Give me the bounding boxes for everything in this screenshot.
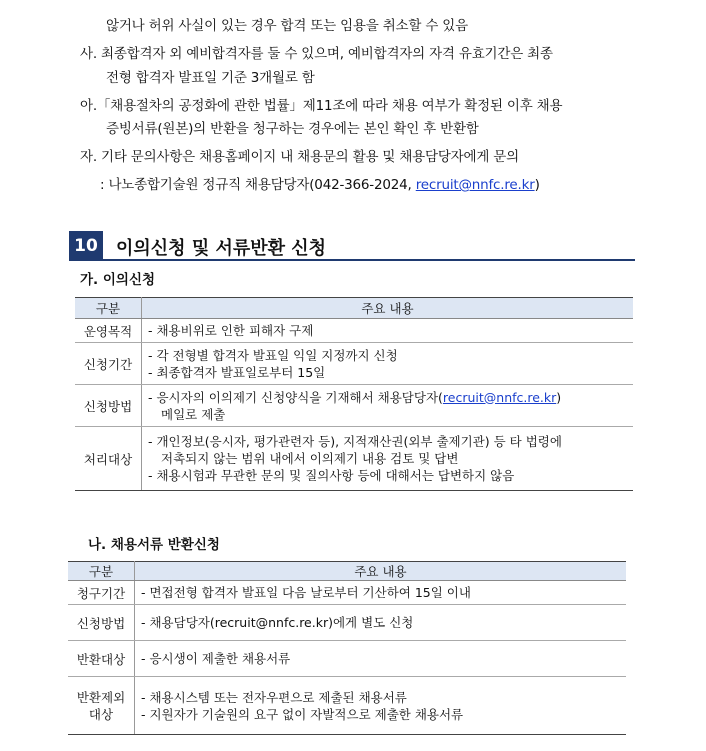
section-number: 10 [69,231,103,260]
row-label: 신청방법 [75,385,142,427]
contact-suffix: ) [534,177,540,193]
table-row [75,427,633,491]
row-label: 처리대상 [75,427,142,491]
content-line: - 면접전형 합격자 발표일 다음 날로부터 기산하여 15일 이내 [141,585,471,600]
row-content [142,343,634,385]
row-label: 운영목적 [75,319,142,343]
row-content [135,677,627,735]
content-line: - 응시생이 제출한 채용서류 [141,651,291,666]
table-header-row [75,298,633,319]
table-header-row [68,562,626,581]
item-ja-line1: 자. 기타 문의사항은 채용홈페이지 내 채용문의 활용 및 채용담당자에게 문의 [80,149,519,165]
contact-line [100,173,540,193]
content-line: - 채용비위로 인한 피해자 구제 [148,323,314,338]
contact-email-link[interactable]: recruit@nnfc.re.kr [415,177,535,193]
content-line: 메일로 제출 [161,406,226,422]
subheading-document-return: 나. 채용서류 반환신청 [88,537,220,553]
item-a-line2: 증빙서류(원본)의 반환을 청구하는 경우에는 본인 확인 후 반환함 [106,121,479,137]
objection-table [75,297,633,491]
item-sa-line2: 전형 합격자 발표일 기준 3개월로 함 [106,70,315,86]
section-divider [69,259,635,261]
row-content [142,319,634,343]
label-line: 대상 [88,706,114,722]
content-line [148,389,627,406]
table-row [68,641,626,677]
row-label: 신청기간 [75,343,142,385]
table-row [68,581,626,605]
header-content: 주요 내용 [142,298,634,319]
document-return-table [68,561,626,735]
header-category: 구분 [75,298,142,319]
row-label: 반환대상 [68,641,135,677]
row-content [135,605,627,641]
row-content [142,385,634,427]
content-line: - 개인정보(응시자, 평가관련자 등), 지적재산권(외부 출제기관) 등 타 법령에 [148,434,562,449]
email-link[interactable]: recruit@nnfc.re.kr [442,389,557,405]
row-label: 신청방법 [68,605,135,641]
table-row [68,605,626,641]
table-row [75,385,633,427]
item-sa-line1: 사. 최종합격자 외 예비합격자를 둘 수 있으며, 예비합격자의 자격 유효기간은 최종 [80,46,553,62]
contact-prefix: : 나노종합기술원 정규직 채용담당자(042-366-2024, [100,177,416,193]
content-line: - 각 전형별 합격자 발표일 익일 지정까지 신청 [148,347,398,363]
header-category: 구분 [68,562,135,581]
content-line: - 지원자가 기술원의 요구 없이 자발적으로 제출한 채용서류 [141,706,464,722]
content-line: - 채용담당자(recruit@nnfc.re.kr)에게 별도 신청 [141,615,414,630]
row-label [68,677,135,735]
row-label: 청구기간 [68,581,135,605]
table-row [68,677,626,735]
label-line: 반환제외 [76,689,126,705]
content-line: - 최종합격자 발표일로부터 15일 [148,364,326,380]
table-row [75,343,633,385]
content-line: - 채용시스템 또는 전자우편으로 제출된 채용서류 [141,689,407,705]
content-line: 저촉되지 않는 범위 내에서 이의제기 내용 검토 및 답변 [161,451,459,466]
row-content [142,427,634,491]
content-line: - 채용시험과 무관한 문의 및 질의사항 등에 대해서는 답변하지 않음 [148,468,515,483]
content-text: ) [556,389,562,405]
item-a-line1: 아.「채용절차의 공정화에 관한 법률」제11조에 따라 채용 여부가 확정된 이후 채용 [80,98,563,114]
header-content: 주요 내용 [135,562,627,581]
table-row [75,319,633,343]
subheading-objection: 가. 이의신청 [80,272,156,288]
section-title: 이의신청 및 서류반환 신청 [116,238,327,259]
content-text: - 응시자의 이의제기 신청양식을 기재해서 채용담당자( [148,389,443,405]
row-content [135,581,627,605]
row-content [135,641,627,677]
intro-line: 않거나 허위 사실이 있는 경우 합격 또는 임용을 취소할 수 있음 [106,18,468,34]
